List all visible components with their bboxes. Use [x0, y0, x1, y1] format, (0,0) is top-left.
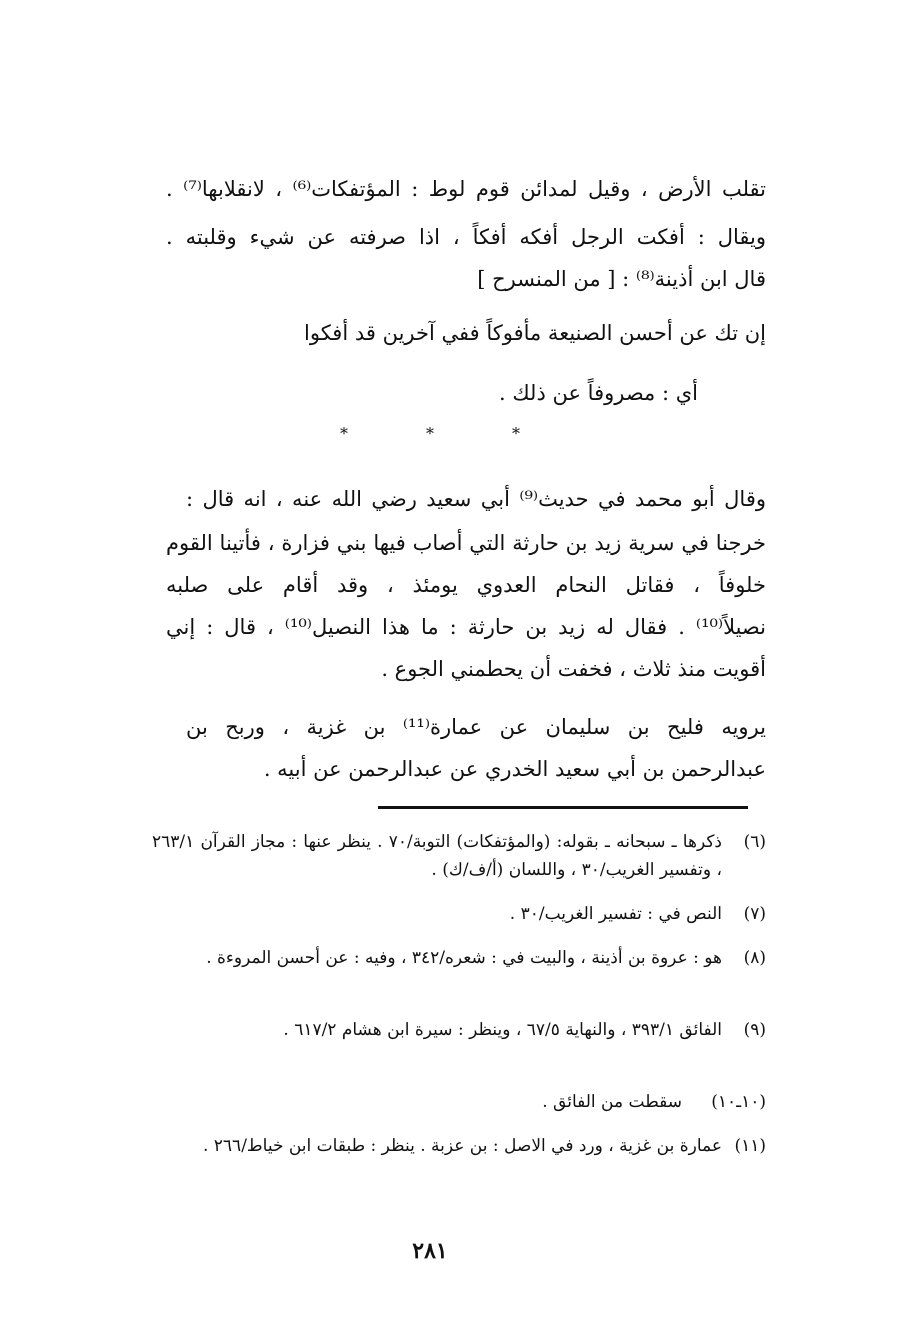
footnote-number: (٨): [743, 948, 766, 968]
body-line: عبدالرحمن بن أبي سعيد الخدري عن عبدالرحمن عن أبيه .: [263, 757, 766, 781]
body-line: وقال أبو محمد في حديث⁽⁹⁾ أبي سعيد رضي الله عنه ، انه قال :: [186, 487, 766, 511]
footnote-item: [106, 828, 766, 886]
footnote-text: الفائق ٣٩٣/١ ، والنهاية ٦٧/٥ ، وينظر : سيرة ابن هشام ٦١٧/٢ .: [283, 1020, 722, 1040]
footnote-number: (٦): [743, 832, 766, 852]
page-number: ٢٨١: [412, 1238, 448, 1264]
footnote-item: [106, 900, 766, 930]
footnote-item: [106, 1132, 766, 1190]
footnote-separator: [378, 806, 748, 809]
footnote-number: (١١): [734, 1136, 766, 1156]
footnote-item: [106, 1016, 766, 1074]
footnote-number: (٧): [743, 904, 766, 924]
body-line: تقلب الأرض ، وقيل لمدائن قوم لوط : المؤتفكات⁽⁶⁾ ، لانقلابها⁽⁷⁾ .: [166, 177, 766, 201]
body-line: خلوفاً ، فقاتل النحام العدوي يومئذ ، وقد أقام على صلبه: [166, 573, 766, 597]
body-line: نصيلاً⁽¹⁰⁾ . فقال له زيد بن حارثة : ما هذا النصيل⁽¹⁰⁾ ، قال : إني: [166, 615, 766, 639]
divider-star: *: [340, 424, 348, 443]
section-divider-stars: [340, 424, 520, 444]
footnote-text: ذكرها ـ سبحانه ـ بقوله: (والمؤتفكات) التوبة/٧٠ . ينظر عنها : مجاز القرآن ٢٦٣/١ ، وتفسير الغريب/٣٠ ، واللسان (أ/ف/ك) .: [152, 832, 722, 880]
footnote-text: هو : عروة بن أذينة ، والبيت في : شعره/٣٤٢ ، وفيه : عن أحسن المروءة .: [206, 948, 722, 968]
footnote-text: عمارة بن غزية ، ورد في الاصل : بن عزبة . ينظر : طبقات ابن خياط/٢٦٦ .: [202, 1136, 722, 1156]
footnote-item: [106, 944, 766, 1002]
body-line: أقويت منذ ثلاث ، فخفت أن يحطمني الجوع .: [381, 657, 766, 681]
body-line: قال ابن أذينة⁽⁸⁾ : [ من المنسرح ]: [477, 267, 766, 291]
body-line: خرجنا في سرية زيد بن حارثة التي أصاب فيها بني فزارة ، فأتينا القوم: [166, 531, 766, 555]
footnote-text: سقطت من الفائق .: [542, 1092, 682, 1112]
footnote-number: (١٠ـ١٠): [711, 1092, 766, 1112]
footnote-number: (٩): [743, 1020, 766, 1040]
poetry-verse: إن تك عن أحسن الصنيعة مأفوكاً ففي آخرين قد أفكوا: [304, 321, 766, 345]
body-line: يرويه فليح بن سليمان عن عمارة⁽¹¹⁾ بن غزية ، وربح بن: [186, 715, 767, 739]
body-line: ويقال : أفكت الرجل أفكه أفكاً ، اذا صرفته عن شيء وقلبته .: [166, 225, 766, 249]
divider-star: *: [426, 424, 434, 443]
footnote-item: [106, 1088, 766, 1118]
divider-star: *: [512, 424, 520, 443]
verse-gloss: أي : مصروفاً عن ذلك .: [499, 381, 698, 405]
footnote-text: النص في : تفسير الغريب/٣٠ .: [509, 904, 722, 924]
